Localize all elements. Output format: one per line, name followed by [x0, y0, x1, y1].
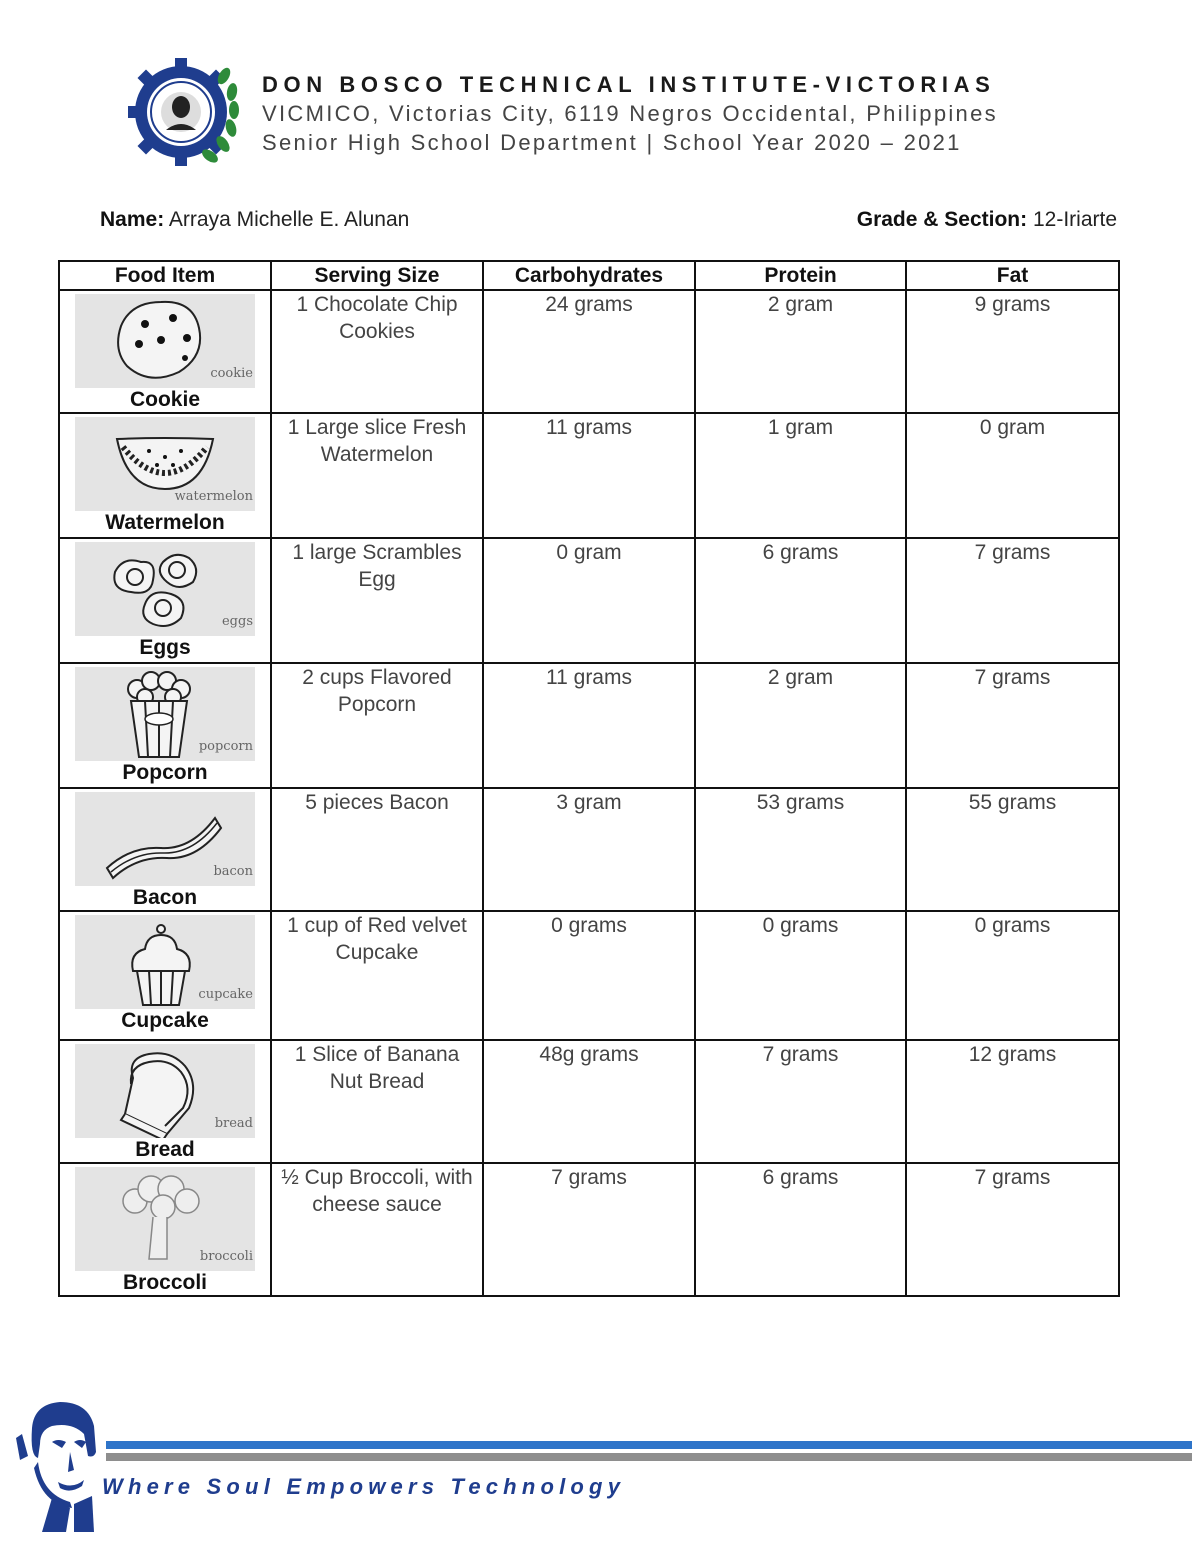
- carbohydrates: 0 grams: [483, 911, 695, 1040]
- header-food-item: Food Item: [59, 261, 271, 290]
- image-caption: watermelon: [174, 489, 253, 504]
- image-caption: bread: [214, 1116, 253, 1131]
- serving-size: 2 cups Flavored Popcorn: [271, 663, 483, 788]
- protein: 53 grams: [695, 788, 906, 911]
- school-name: DON BOSCO TECHNICAL INSTITUTE-VICTORIAS: [262, 72, 996, 97]
- bread-icon: [75, 1044, 255, 1138]
- grade-label: Grade & Section:: [856, 208, 1028, 231]
- table-row: [59, 538, 1119, 663]
- table-row: [59, 290, 1119, 413]
- food-name: Cupcake: [121, 1009, 209, 1032]
- food-name: Popcorn: [122, 761, 208, 784]
- carbohydrates: 11 grams: [483, 413, 695, 538]
- eggs-icon: [75, 542, 255, 636]
- carbohydrates: 7 grams: [483, 1163, 695, 1296]
- popcorn-icon: [75, 667, 255, 761]
- nutrition-table: [58, 260, 1120, 1297]
- name-label: Name:: [100, 208, 165, 231]
- footer-blue-bar: [106, 1441, 1192, 1449]
- food-name: Eggs: [139, 636, 191, 659]
- cookie-icon: [75, 294, 255, 388]
- grade-value: 12-Iriarte: [1032, 208, 1117, 231]
- table-row: [59, 788, 1119, 911]
- food-cell: [59, 290, 271, 413]
- serving-size: 1 large Scrambles Egg: [271, 538, 483, 663]
- protein: 2 gram: [695, 290, 906, 413]
- fat: 0 grams: [906, 911, 1119, 1040]
- food-name: Watermelon: [105, 511, 225, 534]
- header-fat: Fat: [906, 261, 1119, 290]
- food-cell: [59, 911, 271, 1040]
- fat: 0 gram: [906, 413, 1119, 538]
- image-caption: eggs: [221, 614, 253, 629]
- school-logo: [124, 52, 242, 170]
- table-row: [59, 1040, 1119, 1163]
- fat: 7 grams: [906, 538, 1119, 663]
- carbohydrates: 0 gram: [483, 538, 695, 663]
- carbohydrates: 24 grams: [483, 290, 695, 413]
- food-cell: [59, 1040, 271, 1163]
- carbohydrates: 3 gram: [483, 788, 695, 911]
- serving-size: 1 Slice of Banana Nut Bread: [271, 1040, 483, 1163]
- table-row: [59, 911, 1119, 1040]
- footer-motto: Where Soul Empowers Technology: [102, 1474, 626, 1499]
- food-cell: [59, 788, 271, 911]
- school-address: VICMICO, Victorias City, 6119 Negros Occidental, Philippines: [262, 101, 998, 126]
- food-name: Bacon: [132, 886, 198, 909]
- school-header: [262, 72, 998, 156]
- table-row: [59, 663, 1119, 788]
- serving-size: ½ Cup Broccoli, with cheese sauce: [271, 1163, 483, 1296]
- table-row: [59, 413, 1119, 538]
- serving-size: 1 Chocolate Chip Cookies: [271, 290, 483, 413]
- food-name: Bread: [135, 1138, 195, 1161]
- serving-size: 1 Large slice Fresh Watermelon: [271, 413, 483, 538]
- watermelon-icon: [75, 417, 255, 511]
- image-caption: popcorn: [198, 739, 253, 754]
- fat: 7 grams: [906, 663, 1119, 788]
- food-name: Broccoli: [122, 1271, 208, 1294]
- fat: 9 grams: [906, 290, 1119, 413]
- header-carbohydrates: Carbohydrates: [483, 261, 695, 290]
- founder-portrait: [12, 1398, 102, 1532]
- food-cell: [59, 538, 271, 663]
- carbohydrates: 11 grams: [483, 663, 695, 788]
- food-cell: [59, 1163, 271, 1296]
- protein: 7 grams: [695, 1040, 906, 1163]
- school-department: Senior High School Department | School Year 2020 – 2021: [262, 130, 962, 155]
- image-caption: bacon: [213, 864, 253, 879]
- protein: 6 grams: [695, 1163, 906, 1296]
- image-caption: cupcake: [198, 987, 253, 1002]
- carbohydrates: 48g grams: [483, 1040, 695, 1163]
- food-name: Cookie: [129, 388, 200, 411]
- serving-size: 5 pieces Bacon: [271, 788, 483, 911]
- protein: 6 grams: [695, 538, 906, 663]
- header-protein: Protein: [695, 261, 906, 290]
- fat: 7 grams: [906, 1163, 1119, 1296]
- image-caption: cookie: [210, 366, 253, 381]
- broccoli-icon: [75, 1167, 255, 1271]
- header-serving-size: Serving Size: [271, 261, 483, 290]
- bacon-icon: [75, 792, 255, 886]
- footer-gray-bar: [106, 1453, 1192, 1461]
- name-value: Arraya Michelle E. Alunan: [168, 208, 410, 231]
- serving-size: 1 cup of Red velvet Cupcake: [271, 911, 483, 1040]
- table-header-row: [59, 261, 1119, 290]
- protein: 1 gram: [695, 413, 906, 538]
- table-row: [59, 1163, 1119, 1296]
- image-caption: broccoli: [199, 1249, 253, 1264]
- food-cell: [59, 413, 271, 538]
- protein: 2 gram: [695, 663, 906, 788]
- student-name: [100, 208, 409, 232]
- protein: 0 grams: [695, 911, 906, 1040]
- cupcake-icon: [75, 915, 255, 1009]
- fat: 12 grams: [906, 1040, 1119, 1163]
- grade-section: [857, 208, 1117, 232]
- fat: 55 grams: [906, 788, 1119, 911]
- food-cell: [59, 663, 271, 788]
